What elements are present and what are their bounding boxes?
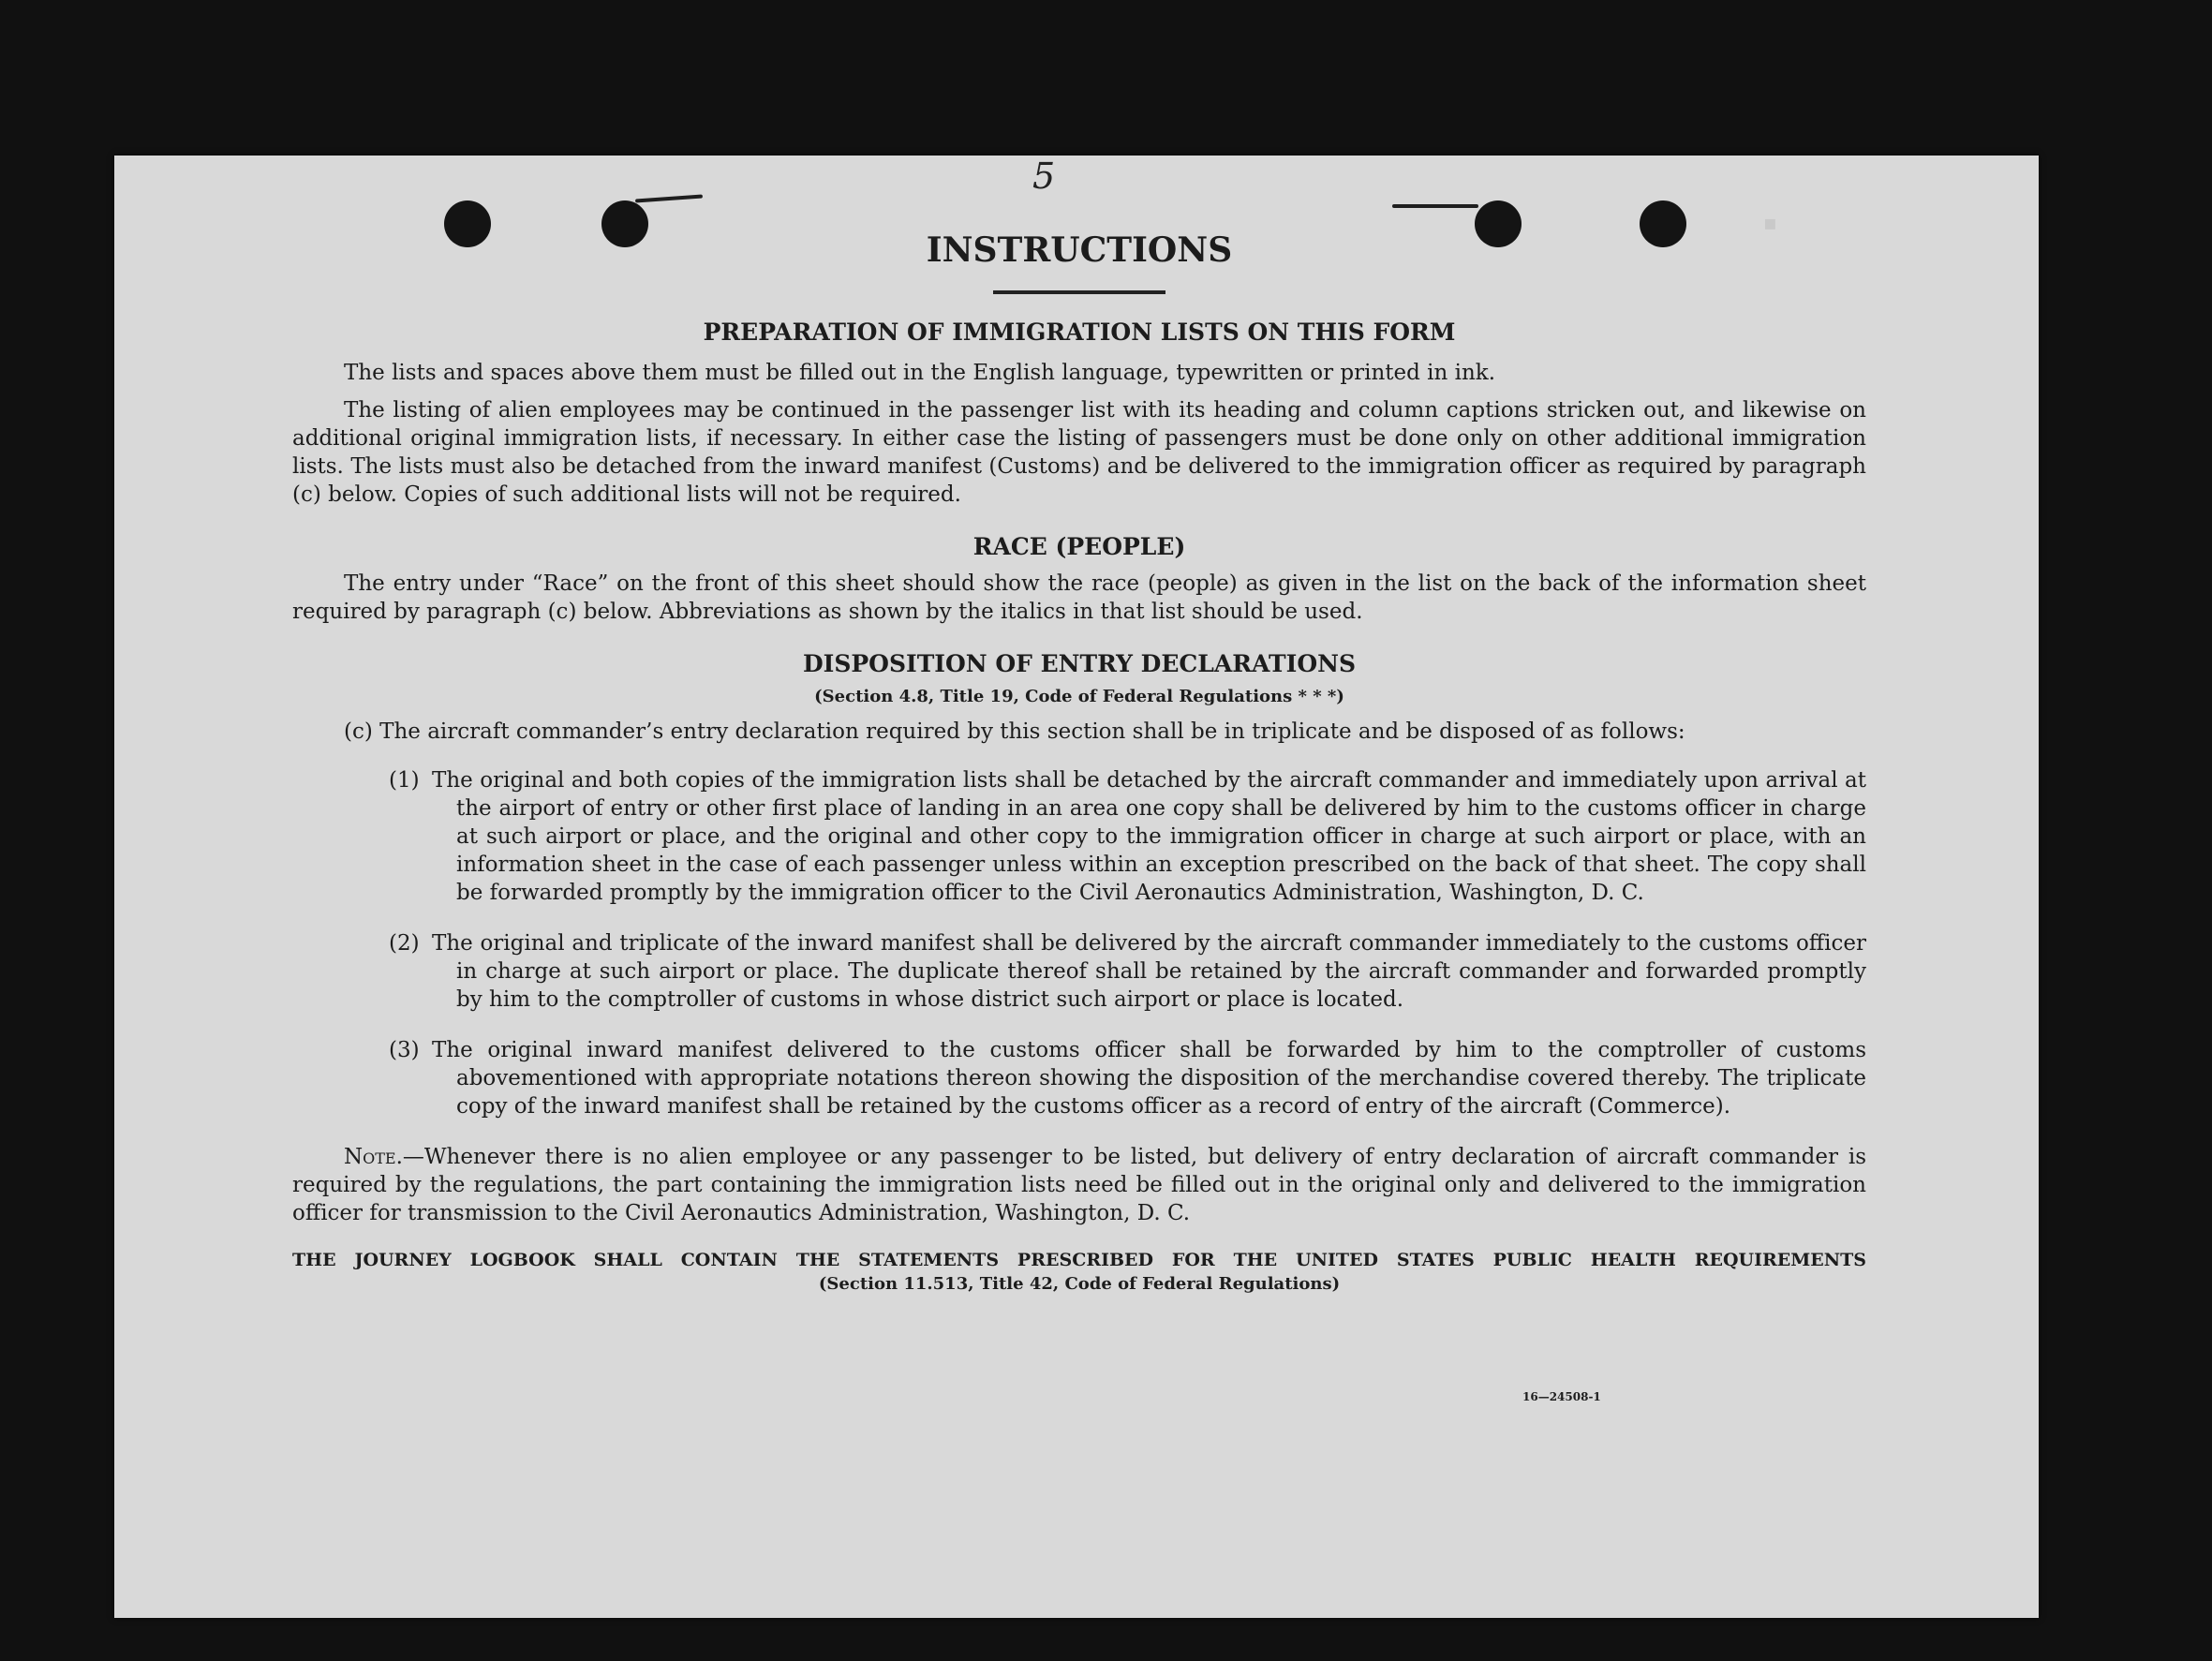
item-text: The original and both copies of the immigration lists shall be detached by the aircraft commander and immediately upon arrival at the airport of entry or other first place of landing in an area one copy shall be delivered by him to the customs officer in charge at such airport or place, and the original and other copy to the immigration officer in charge at such airport or place, with an information sheet in the case of each passenger unless within an exception prescribed on the back of that sheet. The copy shall be forwarded promptly by the immigration officer to the Civil Aeronautics Administration, Washington, D. C. xyxy=(432,768,1866,905)
paragraph: The lists and spaces above them must be filled out in the English language, typewritten or printed in ink. xyxy=(344,361,1496,385)
instructions-body xyxy=(292,230,1866,1294)
section-heading-disposition: DISPOSITION OF ENTRY DECLARATIONS xyxy=(802,650,1357,677)
list-item xyxy=(389,766,1866,907)
handwritten-number: 5 xyxy=(1032,156,1056,197)
note-label: Note. xyxy=(344,1145,403,1169)
item-text: The original inward manifest delivered to the customs officer shall be forwarded by him to the comptroller of customs abovementioned with appropriate notations thereon showing the disposition of the merchandise covered thereby. The triplicate copy of the inward manifest shall be retained by the customs officer as a record of entry of the aircraft (Commerce). xyxy=(432,1038,1866,1119)
section-heading-preparation: PREPARATION OF IMMIGRATION LISTS ON THIS FORM xyxy=(703,319,1456,346)
pen-mark xyxy=(1392,204,1478,208)
journey-logbook-statement: THE JOURNEY LOGBOOK SHALL CONTAIN THE STATEMENTS PRESCRIBED FOR THE UNITED STATES PUBLIC HEALTH REQUIREMENTS xyxy=(292,1250,1866,1270)
bleed-through: ▪ xyxy=(1763,212,1777,235)
list-item xyxy=(389,929,1866,1014)
paragraph: The listing of alien employees may be continued in the passenger list with its heading and column captions stricken out, and likewise on additional original immigration lists, if necessary. In either case the listing of passengers must be done only on other additional immigration lists. The lists must also be detached from the inward manifest (Customs) and be delivered to the immigration officer as required by paragraph (c) below. Copies of such additional lists will not be required. xyxy=(292,398,1866,507)
form-number: 16—24508-1 xyxy=(1522,1390,1601,1403)
item-number: (1) xyxy=(389,768,420,793)
paragraph: The entry under “Race” on the front of this sheet should show the race (people) as given in the list on the back of the information sheet required by paragraph (c) below. Abbreviations as shown by the italics in that list should be used. xyxy=(292,571,1866,624)
pen-mark xyxy=(635,194,703,202)
journey-citation: (Section 11.513, Title 42, Code of Federal Regulations) xyxy=(818,1274,1341,1294)
note-paragraph xyxy=(292,1143,1866,1227)
item-text: The original and triplicate of the inward manifest shall be delivered by the aircraft commander immediately to the customs officer in charge at such airport or place. The duplicate thereof shall be retained by the aircraft commander and forwarded promptly by him to the comptroller of customs in whose district such airport or place is located. xyxy=(432,931,1866,1012)
regulation-citation: (Section 4.8, Title 19, Code of Federal Regulations * * *) xyxy=(814,687,1344,706)
note-text: —Whenever there is no alien employee or any passenger to be listed, but delivery of entry declaration of aircraft commander is required by the regulations, the part containing the immigration lists need be filled out in the original only and delivered to the immigration officer for transmission to the Civil Aeronautics Administration, Washington, D. C. xyxy=(292,1145,1866,1225)
page-title: INSTRUCTIONS xyxy=(926,230,1233,270)
section-heading-race: RACE (PEOPLE) xyxy=(972,533,1186,560)
item-number: (3) xyxy=(389,1038,420,1062)
paragraph-c: (c) The aircraft commander’s entry declaration required by this section shall be in triplicate and be disposed of as follows: xyxy=(344,719,1685,744)
title-rule xyxy=(993,290,1165,294)
document-page xyxy=(114,156,2039,1618)
item-number: (2) xyxy=(389,931,420,956)
list-item xyxy=(389,1036,1866,1120)
